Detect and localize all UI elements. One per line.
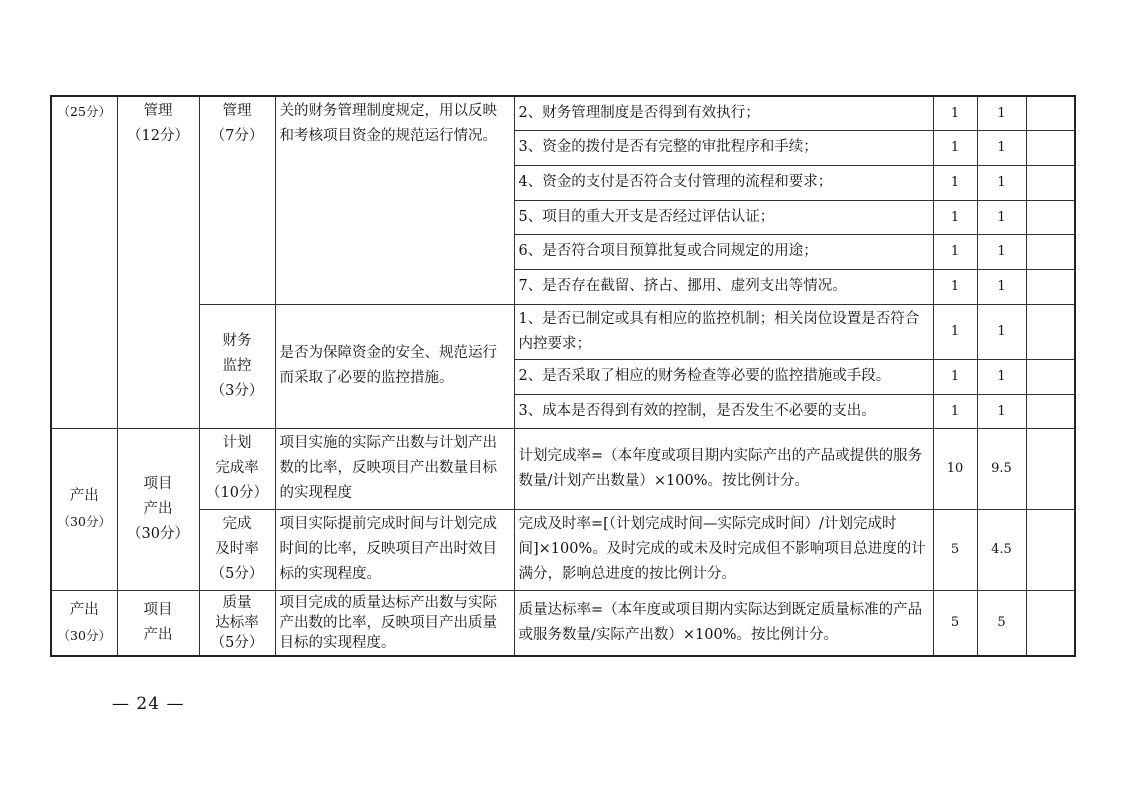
note-cell (1026, 359, 1075, 394)
weight-cell: 5 (933, 590, 977, 656)
score-cell: 1 (977, 165, 1026, 200)
criteria-cell: 计划完成率=（本年度或项目期内实际产出的产品或提供的服务数量/计划产出数量）×100%。按比例计分。 (514, 428, 933, 509)
weight-cell: 1 (933, 234, 977, 269)
score-cell: 4.5 (977, 509, 1026, 590)
page-number: — 24 — (112, 694, 185, 714)
note-cell (1026, 428, 1075, 509)
weight-cell: 1 (933, 359, 977, 394)
criteria-cell: 1、是否已制定或具有相应的监控机制；相关岗位设置是否符合内控要求； (514, 304, 933, 359)
weight-cell: 1 (933, 96, 977, 130)
level3-cell: 质量 达标率 （5分） (199, 590, 275, 656)
level1-cell: 产出 （30分） (51, 590, 117, 656)
note-cell (1026, 165, 1075, 200)
note-cell (1026, 394, 1075, 428)
note-cell (1026, 96, 1075, 130)
weight-cell: 1 (933, 200, 977, 234)
score-cell: 9.5 (977, 428, 1026, 509)
evaluation-table (50, 95, 1076, 657)
score-cell: 1 (977, 359, 1026, 394)
score-cell: 1 (977, 234, 1026, 269)
table-row (51, 304, 1075, 359)
score-cell: 1 (977, 130, 1026, 165)
level1-cell: （25分） (51, 96, 117, 428)
level3-cell: 完成 及时率 （5分） (199, 509, 275, 590)
score-cell: 1 (977, 200, 1026, 234)
table-row (51, 509, 1075, 590)
score-cell: 1 (977, 394, 1026, 428)
weight-cell: 1 (933, 304, 977, 359)
indicator-content-cell: 是否为保障资金的安全、规范运行而采取了必要的监控措施。 (275, 304, 514, 428)
weight-cell: 10 (933, 428, 977, 509)
score-cell: 1 (977, 269, 1026, 304)
criteria-cell: 2、财务管理制度是否得到有效执行； (514, 96, 933, 130)
score-cell: 1 (977, 304, 1026, 359)
weight-cell: 1 (933, 165, 977, 200)
criteria-cell: 4、资金的支付是否符合支付管理的流程和要求； (514, 165, 933, 200)
indicator-content-cell: 项目实施的实际产出数与计划产出数的比率，反映项目产出数量目标的实现程度 (275, 428, 514, 509)
indicator-content-cell: 项目完成的质量达标产出数与实际产出数的比率，反映项目产出质量目标的实现程度。 (275, 590, 514, 656)
table-row (51, 590, 1075, 656)
criteria-cell: 7、是否存在截留、挤占、挪用、虚列支出等情况。 (514, 269, 933, 304)
note-cell (1026, 130, 1075, 165)
level3-cell: 计划 完成率 （10分） (199, 428, 275, 509)
note-cell (1026, 200, 1075, 234)
level2-cell: 管理 （12分） (117, 96, 199, 428)
criteria-cell: 3、成本是否得到有效的控制，是否发生不必要的支出。 (514, 394, 933, 428)
score-cell: 5 (977, 590, 1026, 656)
indicator-content-cell: 项目实际提前完成时间与计划完成时间的比率，反映项目产出时效目标的实现程度。 (275, 509, 514, 590)
note-cell (1026, 509, 1075, 590)
indicator-content-cell: 关的财务管理制度规定，用以反映和考核项目资金的规范运行情况。 (275, 96, 514, 304)
note-cell (1026, 234, 1075, 269)
weight-cell: 1 (933, 130, 977, 165)
criteria-cell: 完成及时率=[（计划完成时间—实际完成时间）/计划完成时间]×100%。及时完成的或未及时完成但不影响项目总进度的计满分，影响总进度的按比例计分。 (514, 509, 933, 590)
table-row (51, 428, 1075, 509)
table-row (51, 96, 1075, 130)
criteria-cell: 5、项目的重大开支是否经过评估认证； (514, 200, 933, 234)
level3-cell: 财务 监控 （3分） (199, 304, 275, 428)
level1-cell: 产出 （30分） (51, 428, 117, 590)
criteria-cell: 2、是否采取了相应的财务检查等必要的监控措施或手段。 (514, 359, 933, 394)
weight-cell: 1 (933, 394, 977, 428)
weight-cell: 5 (933, 509, 977, 590)
note-cell (1026, 304, 1075, 359)
weight-cell: 1 (933, 269, 977, 304)
criteria-cell: 6、是否符合项目预算批复或合同规定的用途； (514, 234, 933, 269)
note-cell (1026, 590, 1075, 656)
note-cell (1026, 269, 1075, 304)
criteria-cell: 3、资金的拨付是否有完整的审批程序和手续； (514, 130, 933, 165)
score-cell: 1 (977, 96, 1026, 130)
criteria-cell: 质量达标率=（本年度或项目期内实际达到既定质量标准的产品或服务数量/实际产出数）×100%。按比例计分。 (514, 590, 933, 656)
level2-cell: 项目 产出 （30分） (117, 428, 199, 590)
level2-cell: 项目 产出 (117, 590, 199, 656)
level3-cell: 管理 （7分） (199, 96, 275, 304)
